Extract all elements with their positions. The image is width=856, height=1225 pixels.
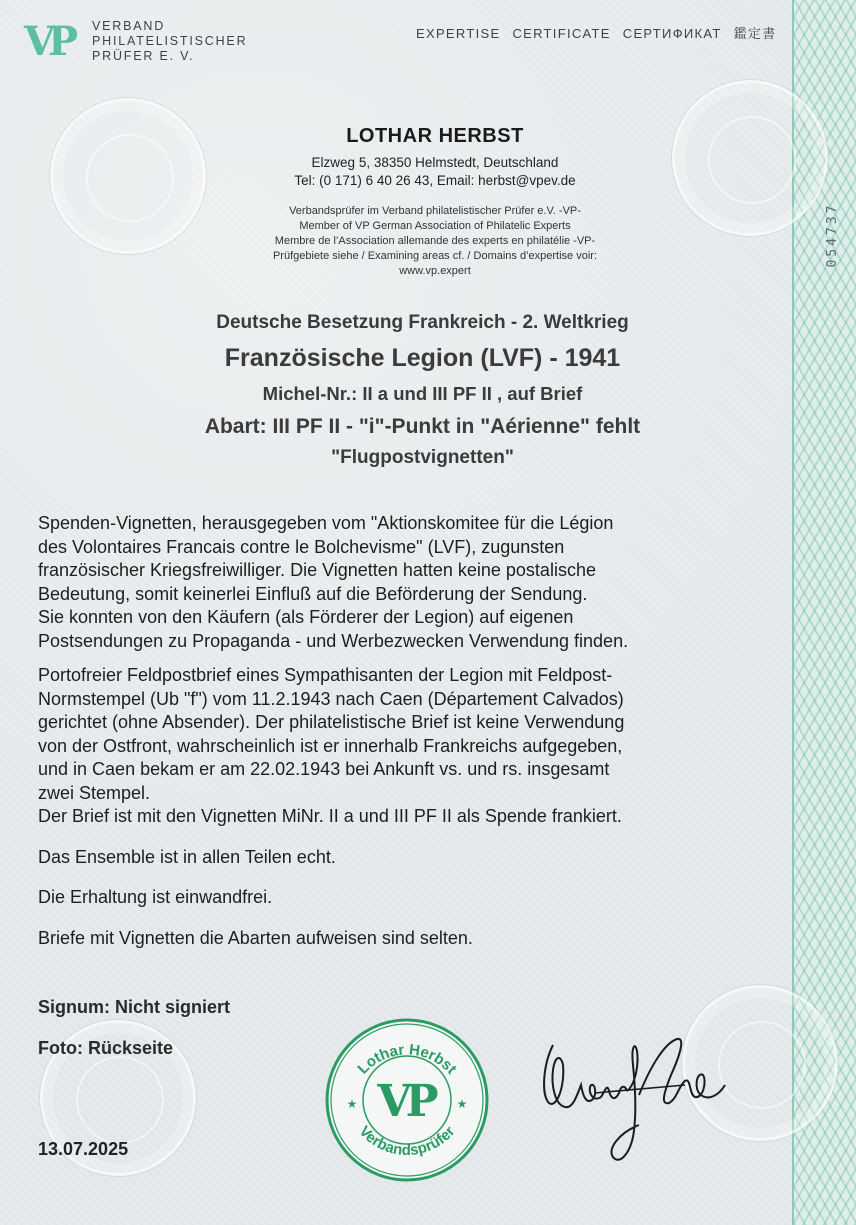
title-region: Deutsche Besetzung Frankreich - 2. Weltkrieg [216,312,629,333]
seal-star-icon: ★ [456,1097,468,1111]
title-type: "Flugpostvignetten" [331,447,514,468]
seal-star-icon: ★ [346,1097,358,1111]
contact-line: Tel: (0 171) 6 40 26 43, Email: herbst@vpev.de [294,173,576,188]
association-name [92,19,247,64]
certificate-languages [416,23,789,42]
body-paragraph-description: Spenden-Vignetten, herausgegeben vom "Aktionskomitee für die Légion des Volontaires Francais contre le Bolchevisme" (LVF), zugunsten französischer Kriegsfreiwilliger. Die Vignetten hatten keine postalische Bedeutung, somit keinerlei Einfluß auf die Beförderung der Sendung. Sie konnten von den Käufern (als Förderer der Legion) auf eigenen Postsendungen zu Propaganda - und Werbezwecken Verwendung finden. [38,513,629,651]
cert-word: EXPERTISE [416,26,501,41]
seal-top-text: Lothar Herbst [354,1041,460,1078]
body-paragraph-franking: Der Brief ist mit den Vignetten MiNr. II a und III PF II als Spende frankiert. [38,806,622,826]
verbandspruefer-seal [322,1012,492,1182]
association-line: VERBAND [92,19,166,33]
membership-info [200,204,670,279]
signum-line: Signum: Nicht signiert [38,997,231,1017]
title-variety: Abart: III PF II - "i"-Punkt in "Aérienne" fehlt [204,415,641,438]
vp-logo: VP [24,18,72,65]
body-paragraph-condition: Die Erhaltung ist einwandfrei. [38,887,273,907]
title-catalog: Michel-Nr.: II a und III PF II , auf Brief [262,383,583,404]
cert-word: CERTIFICATE [512,26,611,41]
emboss-seal-top-right [672,80,828,236]
member-line: Membre de l’Association allemande des experts en philatélie -VP- [274,235,596,247]
emboss-seal-top-left [50,98,206,254]
title-main: Französische Legion (LVF) - 1941 [224,344,621,372]
member-line: Verbandsprüfer im Verband philatelistischer Prüfer e.V. -VP- [289,205,581,217]
seal-bottom-text: Verbandsprüfer [355,1122,459,1159]
cert-word: 鑑定書 [733,26,777,41]
body-paragraph-rarity: Briefe mit Vignetten die Abarten aufweisen sind selten. [38,927,473,948]
photo-line: Foto: Rückseite [38,1038,174,1058]
member-line: Prüfgebiete siehe / Examining areas cf. / Domains d’expertise voir: [272,250,598,262]
association-line: PHILATELISTISCHER [92,34,248,48]
serial-number: 054737 [824,202,840,268]
cert-word: СЕРТИФИКАТ [622,26,722,41]
body-paragraph-cover: Portofreier Feldpostbrief eines Sympathisanten der Legion mit Feldpost- Normstempel (Ub "f") vom 11.2.1943 nach Caen (Département Calvados) gerichtet (ohne Absender). Der philatelistische Brief ist keine Verwendung von der Ostfront, wahrscheinlich ist er innerhalb Frankreichs aufgegeben, und in Caen bekam er am 22.02.1943 bei Ankunft vs. und rs. insgesamt zwei Stempel. [38,665,625,803]
address-line: Elzweg 5, 38350 Helmstedt, Deutschland [311,155,559,170]
member-line: Member of VP German Association of Philatelic Experts [299,220,571,232]
body-paragraph-genuine: Das Ensemble ist in allen Teilen echt. [38,846,336,867]
expert-header [200,125,670,279]
expert-name: LOTHAR HERBST [346,125,524,147]
seal-center-logo: VP [377,1076,433,1127]
certificate-date: 13.07.2025 [38,1139,129,1159]
website-link[interactable]: www.vp.expert [399,265,471,277]
certificate-titles [30,312,815,469]
certificate-body [38,512,798,950]
association-line: PRÜFER E. V. [92,49,195,63]
signature [535,1025,735,1175]
expert-address [200,154,670,190]
